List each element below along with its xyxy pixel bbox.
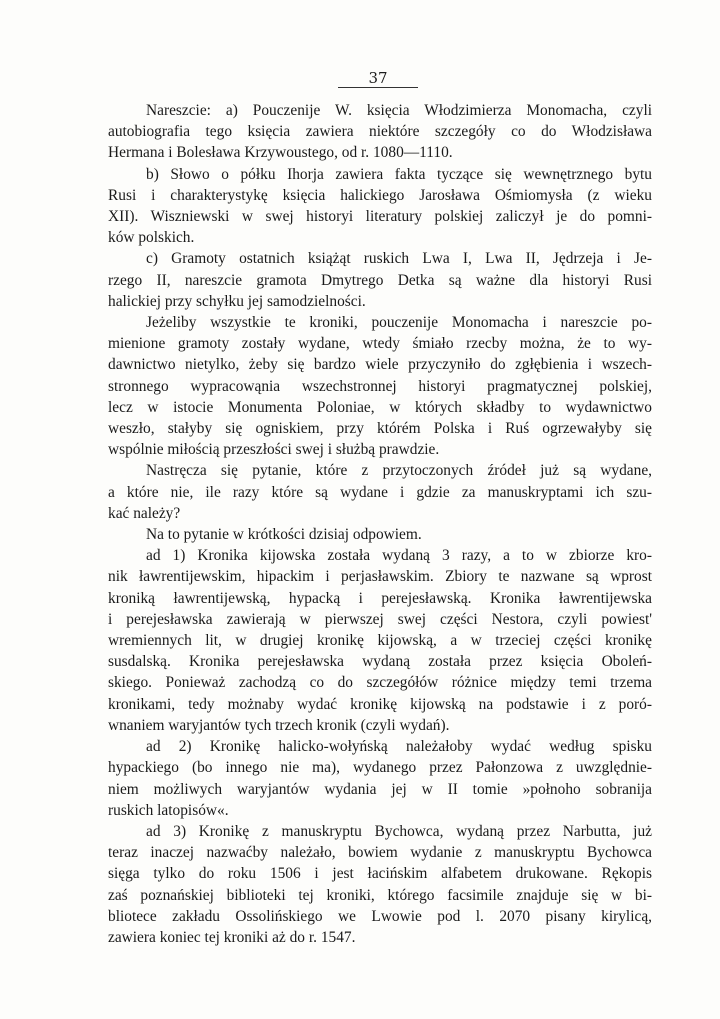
text-line: sięga tylko do roku 1506 i jest łacińskim alfabetem drukowane. Rękopis	[108, 865, 652, 883]
text-line: weszło, stałyby się ogniskiem, przy którém Polska i Ruś ogrzewałyby się	[108, 420, 652, 438]
text-line: Hermana i Bolesława Krzywoustego, od r. 1080—1110.	[108, 144, 453, 162]
text-line: Na to pytanie w krótkości dzisiaj odpowiem.	[146, 526, 422, 544]
text-line: dawnictwo nietylko, żeby się bardzo wiele przyczyniło do zgłębienia i wszech-	[108, 356, 652, 374]
paragraph	[108, 524, 652, 545]
body-text	[108, 100, 652, 948]
text-line: teraz inaczej nazwaćby należało, bowiem wydanie z manuskryptu Bychowca	[108, 844, 652, 862]
text-line: niem możliwych waryjantów wydania jej w II tomie »połnoho sobranija	[108, 780, 652, 798]
paragraph	[108, 821, 652, 948]
text-line: lecz w istocie Monumenta Poloniae, w których składby to wydawnictwo	[108, 398, 652, 416]
text-line: ruskich latopisów«.	[108, 801, 229, 819]
text-line: halickiej przy schyłku jej samodzielności.	[108, 292, 366, 310]
text-line: skiego. Ponieważ zachodzą co do szczegółów różnice między temi trzema	[108, 674, 652, 692]
paragraph	[108, 312, 652, 460]
text-line: wspólnie miłością przeszłości swej i służbą prawdzie.	[108, 441, 440, 459]
paragraph	[108, 460, 652, 524]
text-line: bliotece zakładu Ossolińskiego we Lwowie pod l. 2070 pisany kirylicą,	[108, 907, 652, 925]
text-line: kronikami, tedy możnaby wydać kronikę kijowską na podstawie i z poró-	[108, 695, 652, 713]
paragraph	[108, 164, 652, 249]
text-line: kroniką ławrentijewską, hypacką i perejesławską. Kronika ławrentijewska	[108, 589, 652, 607]
paragraph	[108, 248, 652, 312]
text-line: XII). Wiszniewski w swej historyi literatury polskiej zaliczył je do pomni-	[108, 208, 652, 226]
text-line: Rusi i charakterystykę księcia halickiego Jarosława Ośmiomysła (z wieku	[108, 186, 652, 204]
text-line: mienione gramoty zostały wydane, wtedy śmiało rzecby można, że to wy-	[108, 335, 652, 353]
text-line: c) Gramoty ostatnich książąt ruskich Lwa I, Lwa II, Jędrzeja i Je-	[146, 250, 652, 268]
text-line: zawiera koniec tej kroniki aż do r. 1547.	[108, 928, 356, 946]
text-line: i perejesławska zawierają w pierwszej swej części Nestora, czyli powiest'	[108, 610, 652, 628]
text-line: b) Słowo o półku Ihorja zawiera fakta tyczące się wewnętrznego bytu	[146, 165, 652, 183]
text-line: autobiografia tego księcia zawiera niektóre szczegóły co do Włodzisława	[108, 123, 652, 141]
paragraph	[108, 736, 652, 821]
text-line: Nareszcie: a) Pouczenije W. księcia Włodzimierza Monomacha, czyli	[146, 102, 652, 119]
text-line: Nastręcza się pytanie, które z przytoczonych źródeł już są wydane,	[146, 462, 652, 480]
text-line: stronnego wypracowąnia wszechstronnej historyi pragmatycznej polskiej,	[108, 377, 652, 395]
text-line: wnaniem waryjantów tych trzech kronik (czyli wydań).	[108, 716, 450, 734]
text-line: Jeżeliby wszystkie te kroniki, pouczenije Monomacha i nareszcie po-	[146, 314, 652, 332]
text-line: ad 3) Kronikę z manuskryptu Bychowca, wydaną przez Narbutta, już	[146, 822, 652, 840]
text-line: a które nie, ile razy które są wydane i gdzie za manuskryptami ich szu-	[108, 483, 652, 501]
text-line: hypackiego (bo innego nie ma), wydanego przez Pałonzowa z uwzględnie-	[108, 759, 652, 777]
text-line: ków polskich.	[108, 229, 195, 247]
text-line: susdalską. Kronika perejesławska wydaną została przez księcia Oboleń-	[108, 653, 652, 671]
paragraph	[108, 545, 652, 736]
text-line: wremiennych lit, w drugiej kronikę kijowską, a w trzeciej części kronikę	[108, 632, 652, 650]
text-line: kać należy?	[108, 504, 181, 522]
text-line: rzego II, nareszcie gramota Dmytrego Detka są ważne dla historyi Rusi	[108, 271, 652, 289]
page-number: 37	[338, 70, 418, 88]
text-line: ad 1) Kronika kijowska została wydaną 3 razy, a to w zbiorze kro-	[146, 547, 652, 565]
text-line: nik ławrentijewskim, hipackim i perjasławskim. Zbiory te nazwane są wprost	[108, 568, 652, 586]
paragraph	[108, 100, 652, 164]
text-line: zaś poznańskiej biblioteki tej kroniki, którego facsimile znajduje się w bi-	[108, 886, 652, 904]
text-line: ad 2) Kronikę halicko-wołyńską należałoby wydać według spisku	[146, 738, 652, 756]
